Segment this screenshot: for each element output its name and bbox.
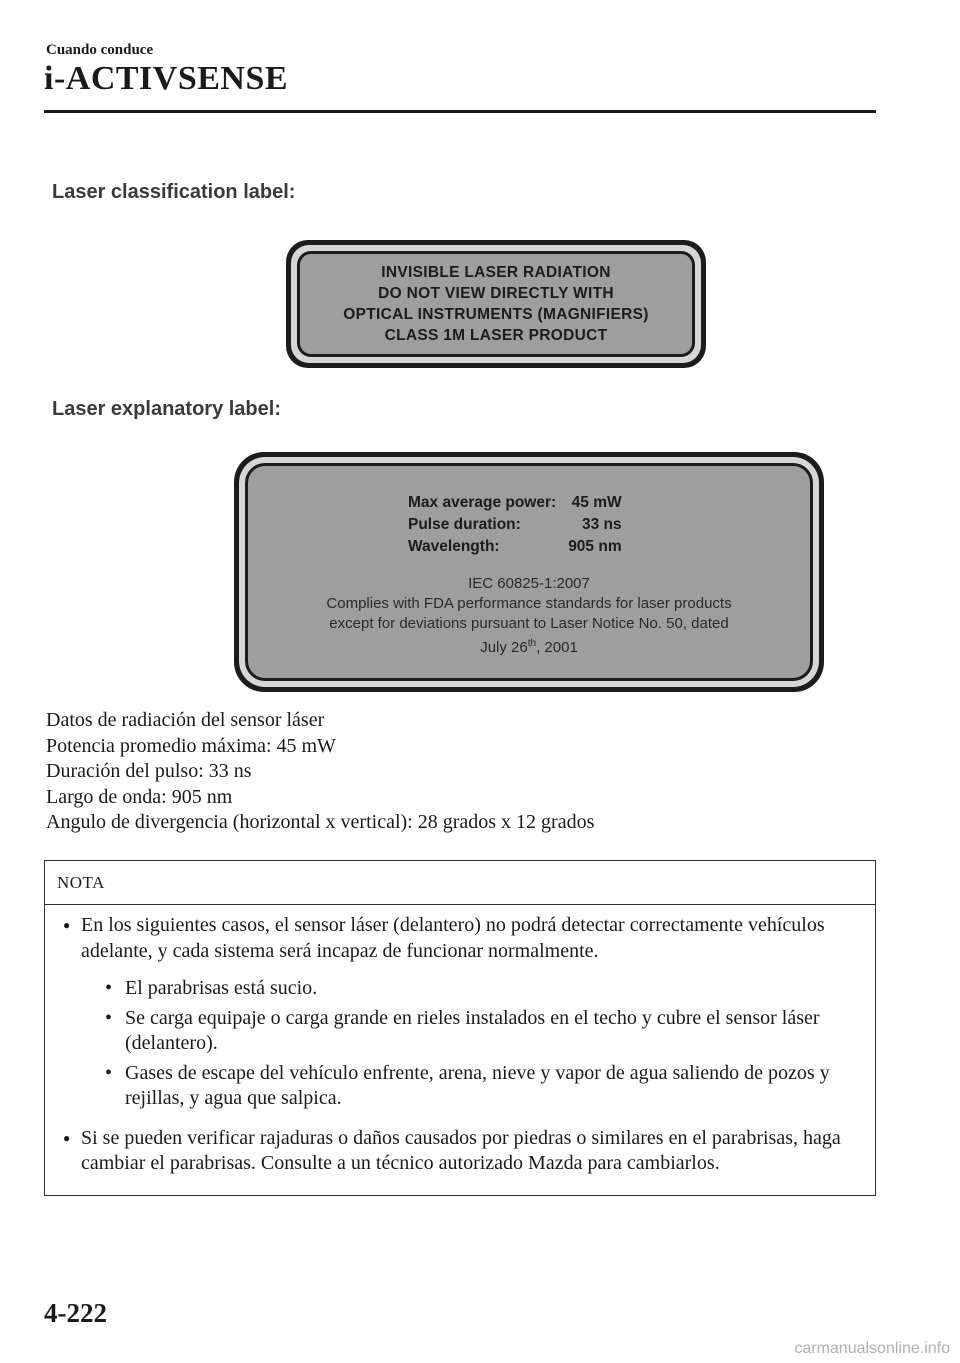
note-bullet-text: ● En los siguientes casos, el sensor láser (delantero) no podrá detectar correctamente vehículos adelante, y cada sistema será incapaz de funcionar normalmente. <box>81 914 825 962</box>
note-sub-item: • Se carga equipaje o carga grande en rieles instalados en el techo y cubre el sensor láser (delantero). <box>81 1006 857 1057</box>
body-line: Datos de radiación del sensor láser <box>46 709 325 731</box>
spec-row <box>408 536 622 558</box>
page-number: 4-222 <box>44 1298 107 1328</box>
classification-line: CLASS 1M LASER PRODUCT <box>384 327 608 344</box>
compliance-line: Complies with FDA performance standards for laser products <box>326 595 732 612</box>
header-rule <box>44 110 876 113</box>
label-ring <box>239 457 819 687</box>
note-bullet-text: ● Si se pueden verificar rajaduras o daños causados por piedras o similares en el parabrisas, haga cambiar el parabrisas. Consulte a un técnico autorizado Mazda para cambiarlos. <box>81 1126 841 1174</box>
section-label: Cuando conduce <box>46 42 154 58</box>
spec-value: 905 nm <box>568 538 622 555</box>
note-title: NOTA <box>45 861 875 905</box>
note-body <box>45 905 875 1177</box>
body-line: Largo de onda: 905 nm <box>46 785 233 808</box>
body-line: Angulo de divergencia (horizontal x vertical): 28 grados x 12 grados <box>46 811 595 833</box>
classification-line: OPTICAL INSTRUMENTS (MAGNIFIERS) <box>343 306 649 323</box>
compliance-text <box>248 574 810 658</box>
classification-line: INVISIBLE LASER RADIATION <box>381 264 611 281</box>
spec-label: Pulse duration: <box>408 516 521 533</box>
spec-row <box>408 514 622 536</box>
body-line: Potencia promedio máxima: 45 mW <box>46 734 336 757</box>
watermark: carmanualsonline.info <box>794 1340 950 1357</box>
date-suffix: th <box>527 638 537 649</box>
compliance-line: IEC 60825-1:2007 <box>468 575 590 592</box>
note-sub-list <box>81 976 857 1112</box>
classification-line: DO NOT VIEW DIRECTLY WITH <box>378 285 614 302</box>
spec-row <box>408 492 622 514</box>
spec-value: 33 ns <box>581 516 622 533</box>
spec-label: Max average power: <box>408 494 557 511</box>
note-sub-item: • Gases de escape del vehículo enfrente, arena, nieve y vapor de agua saliendo de pozos y rejillas, y agua que salpica. <box>81 1061 857 1112</box>
spec-value: 45 mW <box>571 494 622 511</box>
classification-caption: Laser classification label: <box>52 181 296 203</box>
body-line: Duración del pulso: 33 ns <box>46 760 252 782</box>
label-panel <box>245 463 813 681</box>
spec-label: Wavelength: <box>408 538 500 555</box>
date-year: , 2001 <box>536 639 578 656</box>
chapter-title: i-ACTIVSENSE <box>44 60 289 97</box>
label-panel <box>297 251 695 357</box>
note-box <box>44 860 876 1196</box>
compliance-line <box>248 634 810 658</box>
spec-table <box>408 492 622 558</box>
note-sub-item: • El parabrisas está sucio. <box>81 976 857 1002</box>
explanatory-caption: Laser explanatory label: <box>52 398 281 420</box>
compliance-line: except for deviations pursuant to Laser Notice No. 50, dated <box>329 615 729 632</box>
radiation-data <box>46 708 594 836</box>
laser-classification-label <box>286 240 706 368</box>
date-text: July 26 <box>480 639 528 656</box>
note-bullet <box>63 913 857 1112</box>
label-ring <box>291 245 701 363</box>
laser-explanatory-label <box>234 452 824 692</box>
note-bullet <box>63 1126 857 1177</box>
